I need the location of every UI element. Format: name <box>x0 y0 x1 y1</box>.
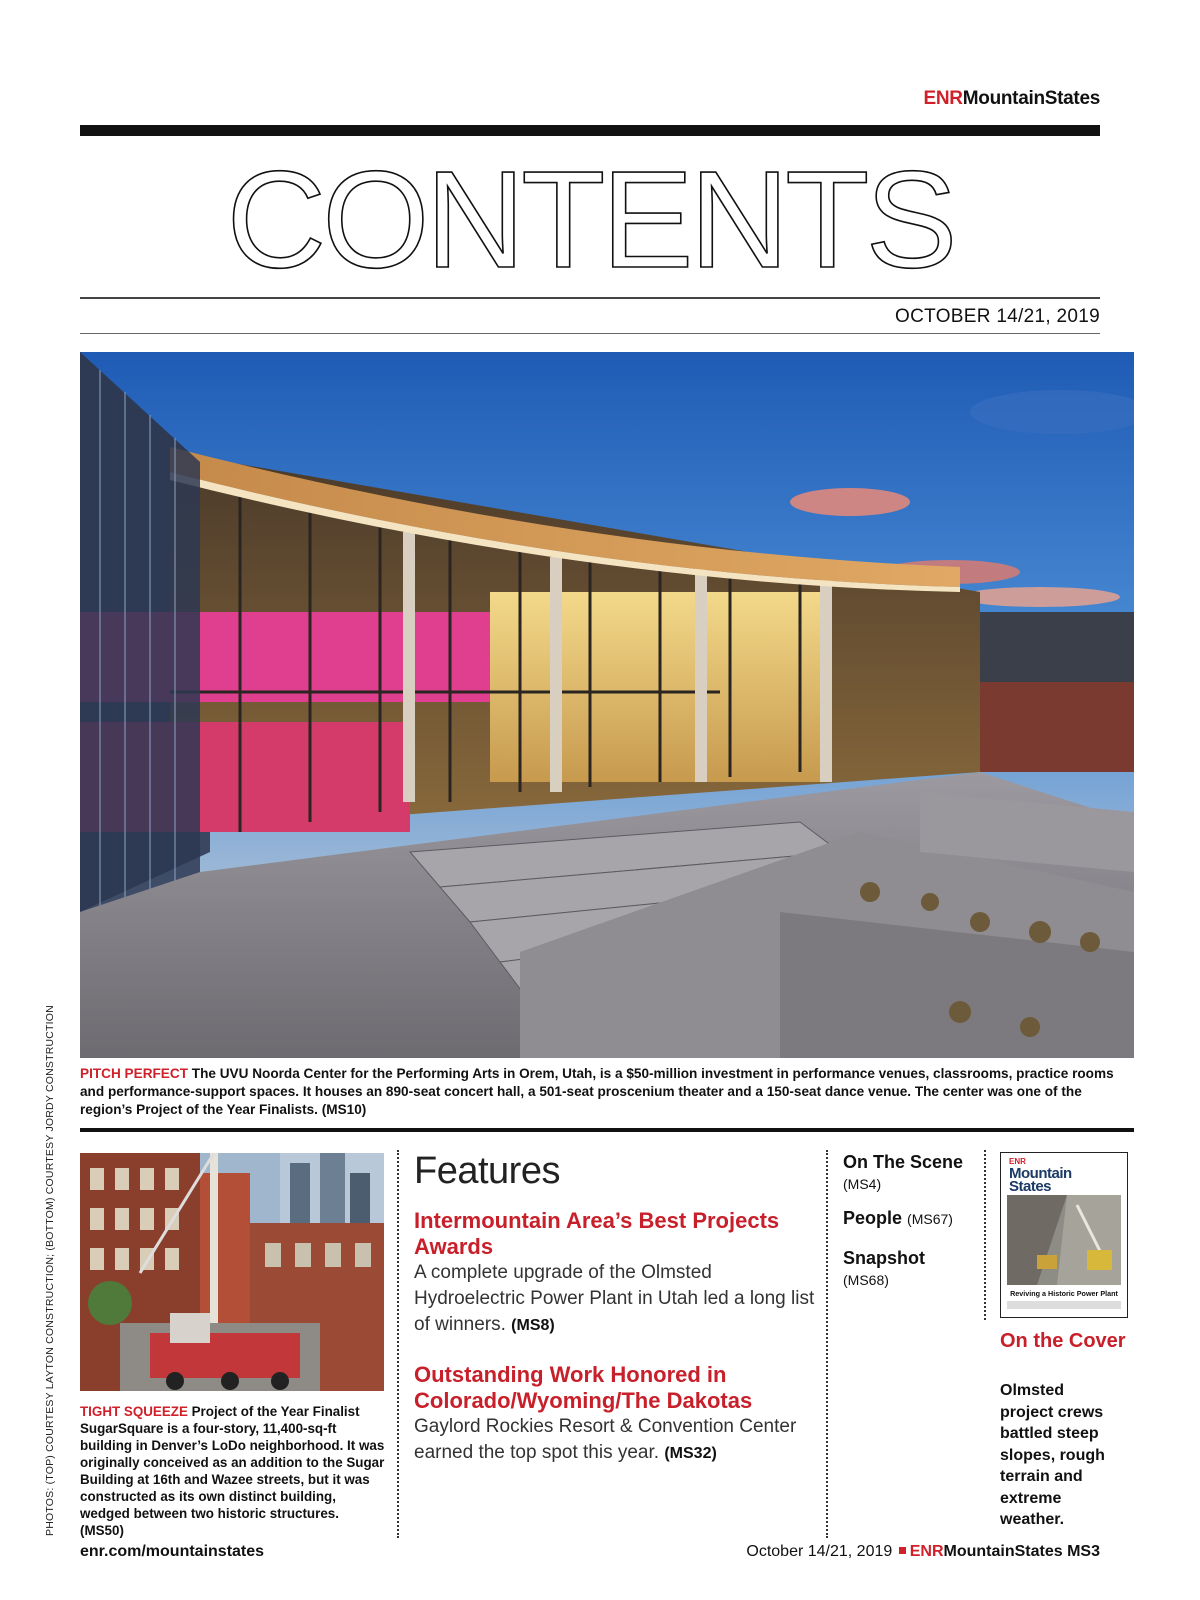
sugarsquare-caption-text: Project of the Year Finalist SugarSquare is a four-story, 11,400-sq-ft building in Denver’s LoDo neighborhood. It was originally conceived as an addition to the Sugar Building at 16th and Wazee streets, but it was constructed as its own distinct building, wedged between two historic structures. (MS50) <box>80 1404 385 1538</box>
sugarsquare-photo <box>80 1153 384 1391</box>
department-on-the-scene[interactable] <box>843 1152 983 1195</box>
department-snapshot[interactable] <box>843 1248 983 1291</box>
page-number: MS3 <box>1067 1543 1100 1560</box>
feature-summary-text: A complete upgrade of the Olmsted Hydroelectric Power Plant in Utah led a long list of winners. <box>414 1262 815 1335</box>
footer-folio <box>746 1543 1100 1561</box>
top-rule <box>80 125 1100 136</box>
footer-brand-prefix: ENR <box>909 1543 944 1560</box>
feature-summary-text: Gaylord Rockies Resort & Convention Center earned the top spot this year. <box>414 1416 797 1463</box>
cover-footer-strip <box>1007 1301 1121 1309</box>
divider <box>80 333 1100 334</box>
cover-photo <box>1007 1195 1121 1285</box>
footer-date: October 14/21, 2019 <box>746 1543 893 1560</box>
feature-page-ref: (MS8) <box>511 1317 555 1334</box>
column-divider <box>397 1150 399 1538</box>
on-the-cover-heading: On the Cover <box>1000 1330 1126 1352</box>
cover-brand: ENR <box>1009 1157 1026 1166</box>
sugarsquare-caption-kicker: TIGHT SQUEEZE <box>80 1404 188 1419</box>
department-name: Snapshot <box>843 1248 926 1268</box>
cover-title: Mountain States <box>1009 1165 1072 1195</box>
department-page-ref: (MS67) <box>907 1211 953 1227</box>
feature-summary <box>414 1414 824 1467</box>
sugarsquare-caption <box>80 1403 385 1539</box>
feature-headline[interactable]: Intermountain Area’s Best Projects Awards <box>414 1208 780 1259</box>
cover-headline: Reviving a Historic Power Plant <box>1010 1289 1118 1298</box>
page-title: CONTENTS <box>226 143 954 297</box>
feature-page-ref: (MS32) <box>664 1445 717 1462</box>
department-people[interactable] <box>843 1208 983 1230</box>
feature-headline[interactable]: Outstanding Work Honored in Colorado/Wyoming/The Dakotas <box>414 1362 753 1413</box>
on-the-cover-text: Olmsted project crews battled steep slopes, rough terrain and extreme weather. <box>1000 1382 1105 1528</box>
cover-thumbnail[interactable] <box>1000 1152 1128 1318</box>
hero-caption-text: The UVU Noorda Center for the Performing Arts in Orem, Utah, is a $50-million investment in performance venues, classrooms, practice rooms and performance-support spaces. It houses an 890-seat concert hall, a 501-seat proscenium theater and a 150-seat dance venue. The center was one of the region’s Project of the Year Finalists. (MS10) <box>80 1066 1114 1117</box>
hero-caption <box>80 1065 1134 1119</box>
square-bullet-icon <box>899 1547 906 1554</box>
brand-suffix: MountainStates <box>962 88 1100 109</box>
footer-url-link[interactable]: enr.com/mountainstates <box>80 1543 265 1560</box>
department-name: People <box>843 1208 903 1228</box>
department-name: On The Scene <box>843 1152 964 1172</box>
department-page-ref: (MS68) <box>843 1272 889 1288</box>
photo-credit: PHOTOS: (TOP) COURTESY LAYTON CONSTRUCTION; (BOTTOM) COURTESY JORDY CONSTRUCTION <box>44 1005 56 1536</box>
hero-caption-kicker: PITCH PERFECT <box>80 1066 188 1081</box>
footer-brand-suffix: MountainStates <box>943 1543 1063 1560</box>
column-divider <box>984 1150 986 1320</box>
feature-item[interactable] <box>414 1208 824 1339</box>
department-page-ref: (MS4) <box>843 1176 882 1192</box>
feature-summary <box>414 1260 824 1339</box>
section-rule <box>80 1128 1134 1132</box>
divider <box>80 297 1100 299</box>
column-divider <box>826 1150 828 1538</box>
brand-prefix: ENR <box>923 88 963 109</box>
features-heading: Features <box>414 1150 560 1192</box>
brand-logo <box>924 88 1100 110</box>
hero-photo <box>80 352 1134 1058</box>
issue-date: OCTOBER 14/21, 2019 <box>895 306 1100 327</box>
feature-item[interactable] <box>414 1362 824 1467</box>
